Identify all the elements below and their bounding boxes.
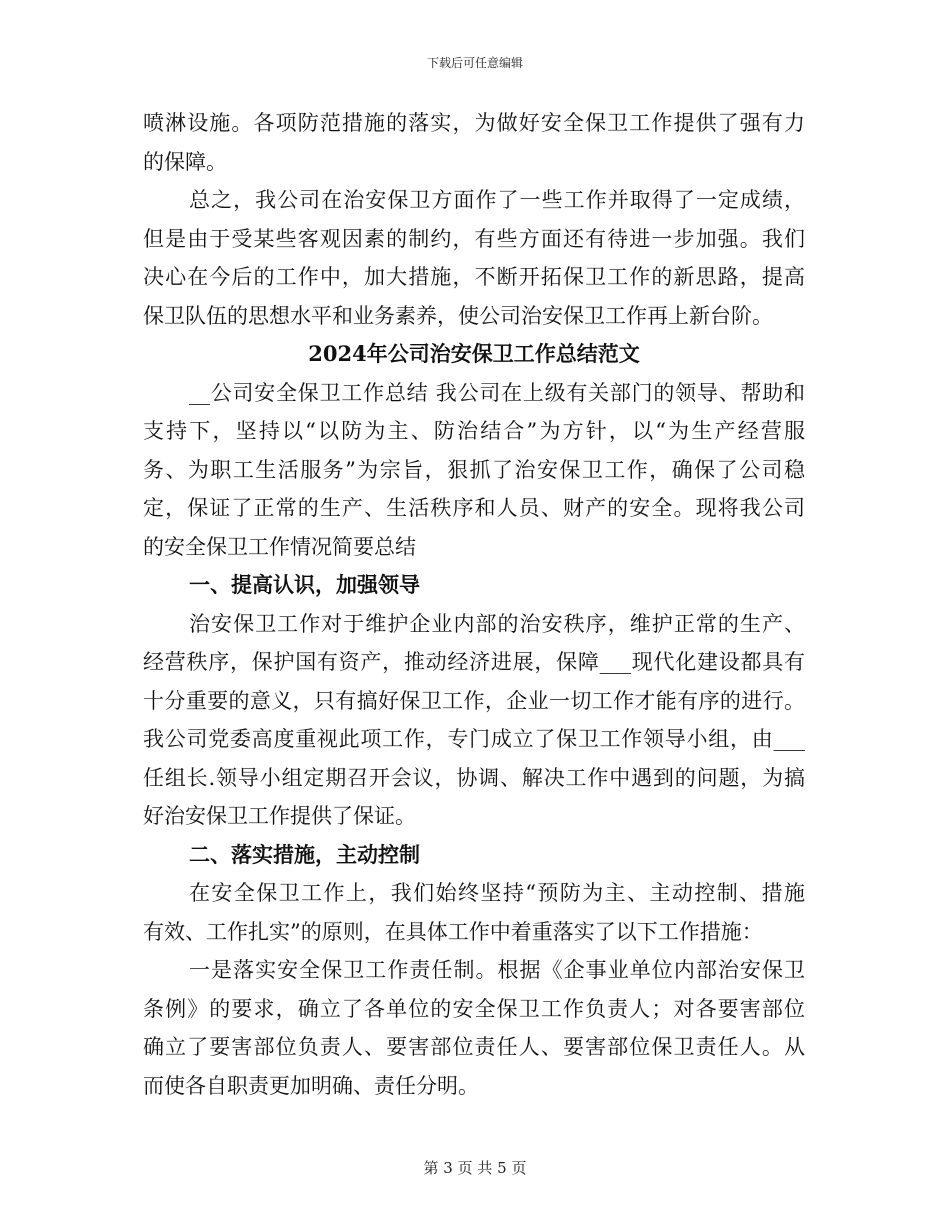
body-line: 治安保卫工作对于维护企业内部的治安秩序，维护正常的生产、 xyxy=(189,611,805,636)
page-header: 下载后可任意编辑 xyxy=(426,56,523,70)
body-line: 的保障。 xyxy=(143,149,227,174)
body-line: 一是落实安全保卫工作责任制。根据《企事业单位内部治安保卫 xyxy=(189,958,805,982)
body-line: 的安全保卫工作情况简要总结 xyxy=(143,534,416,559)
body-line: 有效、工作扎实”的原则，在具体工作中着重落实了以下工作措施： xyxy=(143,919,763,944)
body-line: 好治安保卫工作提供了保证。 xyxy=(143,804,416,828)
body-line: 而使各自职责更加明确、责任分明。 xyxy=(143,1073,479,1098)
page-number: 第 3 页 共 5 页 xyxy=(423,1159,527,1177)
body-line: 任组长.领导小组定期召开会议，协调、解决工作中遇到的问题，为搞 xyxy=(143,765,805,790)
body-line: __公司安全保卫工作总结 我公司在上级有关部门的领导、帮助和 xyxy=(189,380,805,405)
body-line: 条例》的要求，确立了各单位的安全保卫工作负责人；对各要害部位 xyxy=(143,996,805,1021)
article-title: 2024年公司治安保卫工作总结范文 xyxy=(308,341,640,366)
body-line: 确立了要害部位负责人、要害部位责任人、要害部位保卫责任人。从 xyxy=(143,1035,805,1059)
body-line: 十分重要的意义，只有搞好保卫工作，企业一切工作才能有序的进行。 xyxy=(143,688,805,713)
body-line: 务、为职工生活服务”为宗旨，狠抓了治安保卫工作，确保了公司稳 xyxy=(143,457,805,482)
body-line: 喷淋设施。各项防范措施的落实，为做好安全保卫工作提供了强有力 xyxy=(143,111,805,135)
document-body xyxy=(143,104,805,1105)
body-line: 我公司党委高度重视此项工作，专门成立了保卫工作领导小组，由___ xyxy=(143,727,805,751)
body-line: 在安全保卫工作上，我们始终坚持“预防为主、主动控制、措施 xyxy=(189,881,805,905)
body-line: 定，保证了正常的生产、生活秩序和人员、财产的安全。现将我公司 xyxy=(143,496,805,520)
section-heading: 二、落实措施，主动控制 xyxy=(189,841,420,867)
body-line: 总之，我公司在治安保卫方面作了一些工作并取得了一定成绩， xyxy=(189,188,805,212)
body-line: 但是由于受某些客观因素的制约，有些方面还有待进一步加强。我们 xyxy=(143,226,805,251)
body-line: 保卫队伍的思想水平和业务素养，使公司治安保卫工作再上新台阶。 xyxy=(143,303,773,328)
body-line: 决心在今后的工作中，加大措施，不断开拓保卫工作的新思路，提高 xyxy=(143,265,805,289)
body-line: 经营秩序，保护国有资产，推动经济进展，保障___现代化建设都具有 xyxy=(143,650,805,674)
section-heading: 一、提高认识，加强领导 xyxy=(189,572,420,597)
body-line: 支持下，坚持以“以防为主、防治结合”为方针，以“为生产经营服 xyxy=(143,419,805,443)
